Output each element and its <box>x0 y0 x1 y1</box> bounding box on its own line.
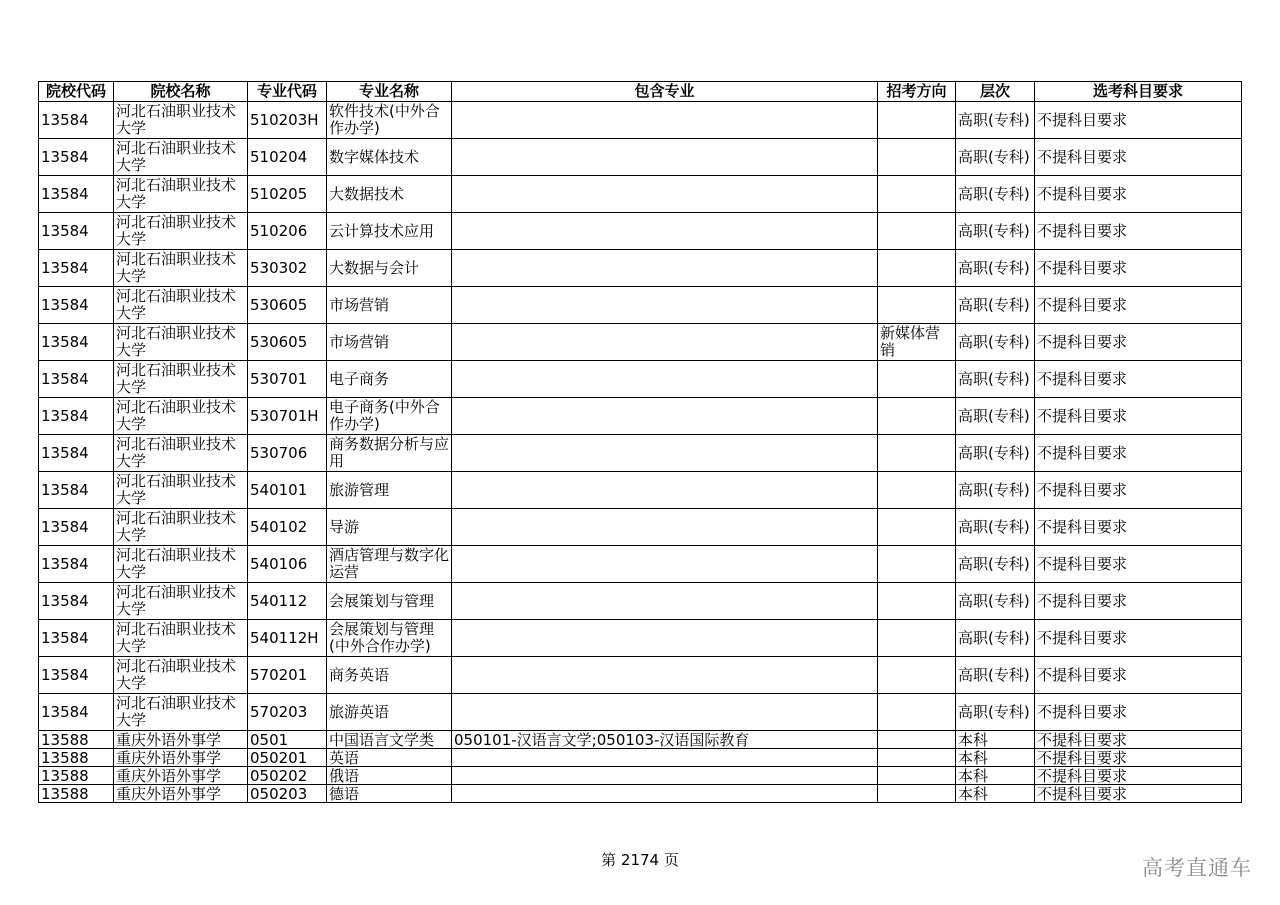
cell-major-code: 0501 <box>248 731 327 749</box>
watermark-logo-text: 高考直通车 <box>1142 856 1252 880</box>
cell-subject-requirement: 不提科目要求 <box>1035 139 1242 176</box>
cell-direction <box>878 785 956 803</box>
page-number: 第 2174 页 <box>601 851 679 869</box>
cell-major-name: 酒店管理与数字化运营 <box>327 546 452 583</box>
cell-major-code: 540112H <box>248 620 327 657</box>
cell-major-name: 导游 <box>327 509 452 546</box>
cell-major-code: 050203 <box>248 785 327 803</box>
cell-level: 高职(专科) <box>956 361 1035 398</box>
cell-level: 高职(专科) <box>956 472 1035 509</box>
cell-included-majors <box>452 250 878 287</box>
cell-direction <box>878 287 956 324</box>
cell-school-name: 河北石油职业技术大学 <box>114 657 248 694</box>
cell-direction <box>878 213 956 250</box>
cell-major-code: 540101 <box>248 472 327 509</box>
cell-major-code: 530605 <box>248 287 327 324</box>
table-row <box>39 546 1242 583</box>
table-row <box>39 398 1242 435</box>
cell-subject-requirement: 不提科目要求 <box>1035 749 1242 767</box>
cell-school-code: 13584 <box>39 398 114 435</box>
table-row <box>39 213 1242 250</box>
cell-school-name: 河北石油职业技术大学 <box>114 324 248 361</box>
cell-major-name: 电子商务 <box>327 361 452 398</box>
cell-direction <box>878 176 956 213</box>
cell-level: 高职(专科) <box>956 287 1035 324</box>
cell-major-code: 510204 <box>248 139 327 176</box>
cell-level: 高职(专科) <box>956 620 1035 657</box>
cell-included-majors <box>452 324 878 361</box>
cell-direction <box>878 102 956 139</box>
column-header-major-code: 专业代码 <box>248 82 327 102</box>
cell-school-code: 13588 <box>39 767 114 785</box>
cell-subject-requirement: 不提科目要求 <box>1035 213 1242 250</box>
cell-direction <box>878 472 956 509</box>
cell-subject-requirement: 不提科目要求 <box>1035 694 1242 731</box>
cell-direction <box>878 620 956 657</box>
cell-included-majors: 050101-汉语言文学;050103-汉语国际教育 <box>452 731 878 749</box>
cell-level: 高职(专科) <box>956 398 1035 435</box>
cell-level: 高职(专科) <box>956 176 1035 213</box>
cell-direction <box>878 398 956 435</box>
cell-direction: 新媒体营销 <box>878 324 956 361</box>
table-row <box>39 139 1242 176</box>
cell-subject-requirement: 不提科目要求 <box>1035 620 1242 657</box>
cell-major-code: 570201 <box>248 657 327 694</box>
table-row <box>39 731 1242 749</box>
cell-direction <box>878 731 956 749</box>
cell-major-code: 540112 <box>248 583 327 620</box>
cell-level: 本科 <box>956 785 1035 803</box>
cell-direction <box>878 767 956 785</box>
cell-level: 高职(专科) <box>956 213 1035 250</box>
cell-school-name: 河北石油职业技术大学 <box>114 435 248 472</box>
cell-subject-requirement: 不提科目要求 <box>1035 361 1242 398</box>
cell-included-majors <box>452 472 878 509</box>
cell-direction <box>878 361 956 398</box>
cell-level: 本科 <box>956 731 1035 749</box>
cell-major-name: 中国语言文学类 <box>327 731 452 749</box>
table-row <box>39 324 1242 361</box>
table-header-row <box>39 82 1242 102</box>
table-row <box>39 472 1242 509</box>
cell-major-code: 530701 <box>248 361 327 398</box>
cell-subject-requirement: 不提科目要求 <box>1035 657 1242 694</box>
cell-school-code: 13588 <box>39 749 114 767</box>
cell-direction <box>878 139 956 176</box>
cell-school-name: 河北石油职业技术大学 <box>114 546 248 583</box>
admissions-table <box>38 81 1242 803</box>
cell-included-majors <box>452 398 878 435</box>
cell-included-majors <box>452 509 878 546</box>
cell-major-code: 510205 <box>248 176 327 213</box>
cell-included-majors <box>452 583 878 620</box>
cell-subject-requirement: 不提科目要求 <box>1035 731 1242 749</box>
cell-major-name: 大数据技术 <box>327 176 452 213</box>
cell-school-code: 13584 <box>39 361 114 398</box>
cell-included-majors <box>452 785 878 803</box>
cell-school-code: 13584 <box>39 657 114 694</box>
cell-school-code: 13584 <box>39 287 114 324</box>
column-header-major-name: 专业名称 <box>327 82 452 102</box>
table-row <box>39 287 1242 324</box>
cell-school-code: 13584 <box>39 546 114 583</box>
cell-school-name: 河北石油职业技术大学 <box>114 287 248 324</box>
cell-subject-requirement: 不提科目要求 <box>1035 435 1242 472</box>
cell-subject-requirement: 不提科目要求 <box>1035 176 1242 213</box>
cell-school-name: 重庆外语外事学 <box>114 731 248 749</box>
cell-major-name: 数字媒体技术 <box>327 139 452 176</box>
cell-school-name: 河北石油职业技术大学 <box>114 583 248 620</box>
cell-major-code: 530605 <box>248 324 327 361</box>
cell-school-name: 河北石油职业技术大学 <box>114 250 248 287</box>
cell-school-code: 13584 <box>39 583 114 620</box>
cell-major-name: 会展策划与管理(中外合作办学) <box>327 620 452 657</box>
cell-school-code: 13584 <box>39 324 114 361</box>
cell-subject-requirement: 不提科目要求 <box>1035 546 1242 583</box>
cell-included-majors <box>452 694 878 731</box>
table-row <box>39 767 1242 785</box>
cell-school-name: 重庆外语外事学 <box>114 749 248 767</box>
cell-major-code: 510203H <box>248 102 327 139</box>
cell-level: 高职(专科) <box>956 324 1035 361</box>
cell-level: 高职(专科) <box>956 583 1035 620</box>
cell-school-code: 13584 <box>39 694 114 731</box>
cell-school-name: 河北石油职业技术大学 <box>114 509 248 546</box>
cell-direction <box>878 435 956 472</box>
cell-subject-requirement: 不提科目要求 <box>1035 324 1242 361</box>
cell-school-name: 重庆外语外事学 <box>114 767 248 785</box>
cell-included-majors <box>452 546 878 583</box>
cell-level: 高职(专科) <box>956 250 1035 287</box>
cell-major-name: 商务英语 <box>327 657 452 694</box>
cell-major-name: 市场营销 <box>327 287 452 324</box>
cell-direction <box>878 546 956 583</box>
cell-major-code: 530706 <box>248 435 327 472</box>
cell-included-majors <box>452 620 878 657</box>
cell-major-code: 570203 <box>248 694 327 731</box>
table-row <box>39 102 1242 139</box>
table-row <box>39 250 1242 287</box>
cell-subject-requirement: 不提科目要求 <box>1035 398 1242 435</box>
cell-school-name: 河北石油职业技术大学 <box>114 398 248 435</box>
cell-school-code: 13588 <box>39 731 114 749</box>
cell-school-name: 河北石油职业技术大学 <box>114 176 248 213</box>
cell-included-majors <box>452 767 878 785</box>
table-row <box>39 509 1242 546</box>
cell-major-name: 软件技术(中外合作办学) <box>327 102 452 139</box>
cell-level: 高职(专科) <box>956 139 1035 176</box>
table-row <box>39 657 1242 694</box>
cell-subject-requirement: 不提科目要求 <box>1035 509 1242 546</box>
cell-included-majors <box>452 361 878 398</box>
cell-major-code: 540106 <box>248 546 327 583</box>
cell-level: 本科 <box>956 767 1035 785</box>
cell-included-majors <box>452 176 878 213</box>
cell-school-name: 重庆外语外事学 <box>114 785 248 803</box>
cell-included-majors <box>452 657 878 694</box>
column-header-school-code: 院校代码 <box>39 82 114 102</box>
table-row <box>39 176 1242 213</box>
cell-included-majors <box>452 213 878 250</box>
cell-subject-requirement: 不提科目要求 <box>1035 785 1242 803</box>
column-header-direction: 招考方向 <box>878 82 956 102</box>
cell-school-code: 13584 <box>39 472 114 509</box>
cell-subject-requirement: 不提科目要求 <box>1035 767 1242 785</box>
cell-major-name: 旅游管理 <box>327 472 452 509</box>
cell-major-name: 英语 <box>327 749 452 767</box>
cell-major-code: 050202 <box>248 767 327 785</box>
cell-level: 高职(专科) <box>956 509 1035 546</box>
cell-school-code: 13588 <box>39 785 114 803</box>
cell-school-code: 13584 <box>39 250 114 287</box>
cell-major-name: 旅游英语 <box>327 694 452 731</box>
cell-major-code: 050201 <box>248 749 327 767</box>
cell-subject-requirement: 不提科目要求 <box>1035 102 1242 139</box>
cell-direction <box>878 694 956 731</box>
cell-major-name: 大数据与会计 <box>327 250 452 287</box>
cell-level: 本科 <box>956 749 1035 767</box>
cell-included-majors <box>452 139 878 176</box>
cell-major-name: 电子商务(中外合作办学) <box>327 398 452 435</box>
cell-major-code: 540102 <box>248 509 327 546</box>
cell-direction <box>878 509 956 546</box>
cell-direction <box>878 749 956 767</box>
table-row <box>39 749 1242 767</box>
column-header-subject-requirement: 选考科目要求 <box>1035 82 1242 102</box>
table-body <box>39 102 1242 803</box>
cell-school-code: 13584 <box>39 620 114 657</box>
column-header-school-name: 院校名称 <box>114 82 248 102</box>
cell-level: 高职(专科) <box>956 657 1035 694</box>
cell-major-name: 市场营销 <box>327 324 452 361</box>
cell-school-code: 13584 <box>39 176 114 213</box>
cell-subject-requirement: 不提科目要求 <box>1035 583 1242 620</box>
cell-school-code: 13584 <box>39 102 114 139</box>
cell-level: 高职(专科) <box>956 694 1035 731</box>
cell-school-code: 13584 <box>39 139 114 176</box>
cell-level: 高职(专科) <box>956 435 1035 472</box>
cell-school-name: 河北石油职业技术大学 <box>114 620 248 657</box>
cell-subject-requirement: 不提科目要求 <box>1035 250 1242 287</box>
cell-major-code: 530302 <box>248 250 327 287</box>
cell-major-name: 商务数据分析与应用 <box>327 435 452 472</box>
cell-direction <box>878 250 956 287</box>
cell-included-majors <box>452 102 878 139</box>
cell-direction <box>878 583 956 620</box>
cell-school-code: 13584 <box>39 509 114 546</box>
cell-school-name: 河北石油职业技术大学 <box>114 139 248 176</box>
cell-major-code: 510206 <box>248 213 327 250</box>
cell-school-name: 河北石油职业技术大学 <box>114 102 248 139</box>
table-row <box>39 785 1242 803</box>
cell-major-name: 德语 <box>327 785 452 803</box>
column-header-included-majors: 包含专业 <box>452 82 878 102</box>
table-row <box>39 694 1242 731</box>
cell-level: 高职(专科) <box>956 102 1035 139</box>
cell-school-name: 河北石油职业技术大学 <box>114 361 248 398</box>
cell-major-name: 俄语 <box>327 767 452 785</box>
cell-school-code: 13584 <box>39 435 114 472</box>
cell-level: 高职(专科) <box>956 546 1035 583</box>
cell-direction <box>878 657 956 694</box>
table-row <box>39 435 1242 472</box>
cell-major-name: 会展策划与管理 <box>327 583 452 620</box>
cell-school-code: 13584 <box>39 213 114 250</box>
table-row <box>39 583 1242 620</box>
cell-subject-requirement: 不提科目要求 <box>1035 287 1242 324</box>
table-row <box>39 620 1242 657</box>
column-header-level: 层次 <box>956 82 1035 102</box>
cell-school-name: 河北石油职业技术大学 <box>114 694 248 731</box>
cell-school-name: 河北石油职业技术大学 <box>114 472 248 509</box>
cell-included-majors <box>452 287 878 324</box>
cell-included-majors <box>452 749 878 767</box>
table-row <box>39 361 1242 398</box>
cell-major-code: 530701H <box>248 398 327 435</box>
cell-subject-requirement: 不提科目要求 <box>1035 472 1242 509</box>
cell-included-majors <box>452 435 878 472</box>
cell-major-name: 云计算技术应用 <box>327 213 452 250</box>
cell-school-name: 河北石油职业技术大学 <box>114 213 248 250</box>
